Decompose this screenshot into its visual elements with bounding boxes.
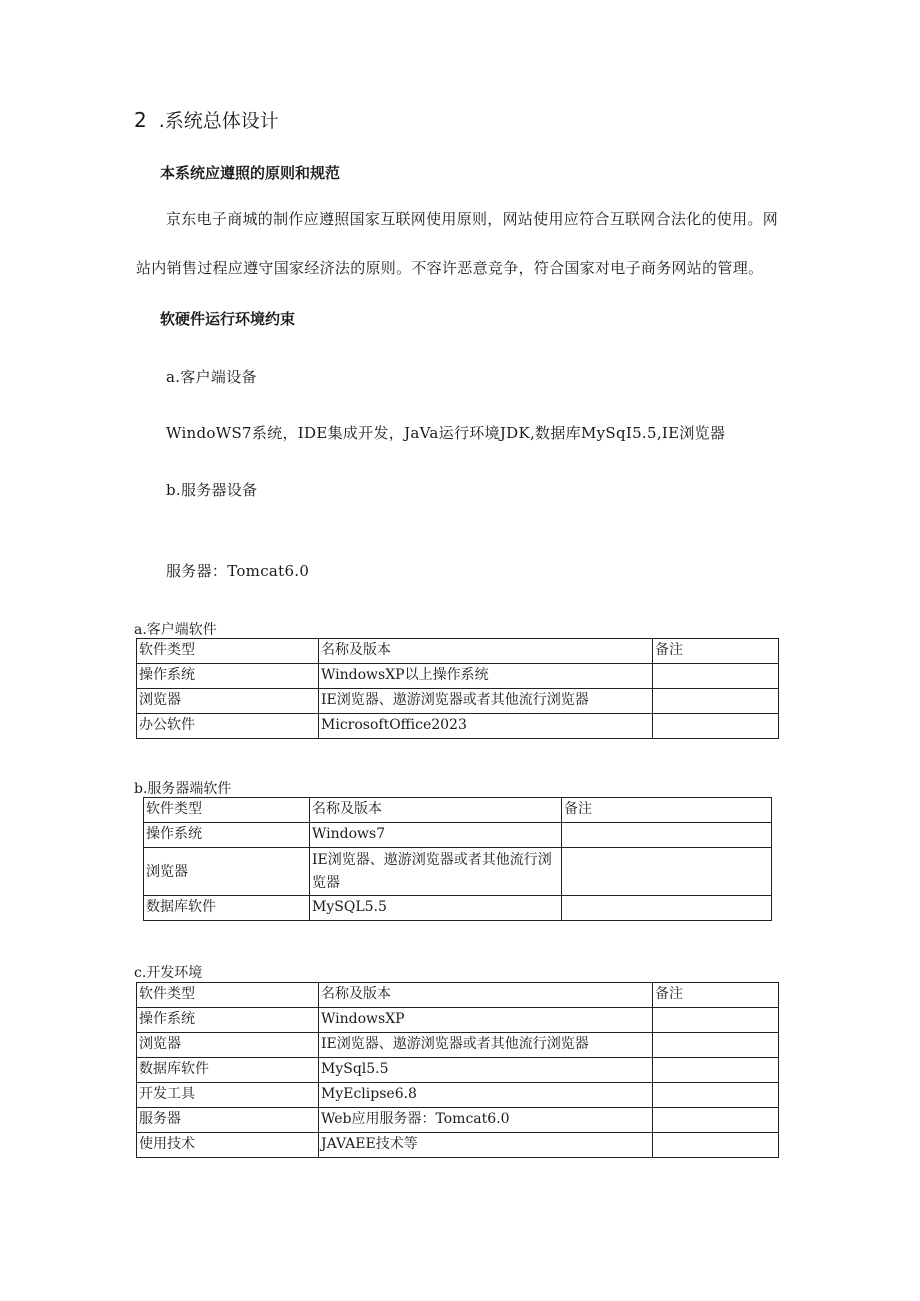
table-cell: MySql5.5 — [319, 1058, 653, 1083]
table-cell — [653, 689, 779, 714]
section-number: 2 — [134, 108, 147, 132]
table-cell: MicrosoftOffice2023 — [319, 714, 653, 739]
dev-environment-table — [136, 982, 779, 1158]
table-row — [137, 1083, 779, 1108]
table-cell: 浏览器 — [144, 848, 310, 896]
header-cell: 名称及版本 — [310, 798, 562, 823]
section-title: .系统总体设计 — [158, 110, 279, 132]
table-cell: MyEclipse6.8 — [319, 1083, 653, 1108]
table-cell — [653, 1108, 779, 1133]
table-cell — [653, 1083, 779, 1108]
header-cell: 备注 — [653, 639, 779, 664]
table-cell: JAVAEE技术等 — [319, 1133, 653, 1158]
table-row — [144, 848, 772, 896]
table-row — [137, 689, 779, 714]
section-heading — [134, 106, 279, 133]
environment-heading: 软硬件运行环境约束 — [160, 310, 296, 328]
table-cell — [562, 823, 772, 848]
table-cell: 服务器 — [137, 1108, 319, 1133]
table-cell: IE浏览器、遨游浏览器或者其他流行浏览器 — [319, 689, 653, 714]
table-cell: Windows7 — [310, 823, 562, 848]
client-software-table — [136, 638, 779, 739]
table-cell — [653, 1033, 779, 1058]
table-cell — [653, 664, 779, 689]
header-cell: 名称及版本 — [319, 639, 653, 664]
table-cell — [653, 1133, 779, 1158]
table-cell: WindowsXP以上操作系统 — [319, 664, 653, 689]
principles-heading: 本系统应遵照的原则和规范 — [160, 164, 341, 182]
table-row — [137, 1058, 779, 1083]
table-row — [144, 823, 772, 848]
table-cell — [653, 714, 779, 739]
table-cell: 操作系统 — [137, 664, 319, 689]
server-software-caption: b.服务器端软件 — [134, 781, 232, 797]
table-row — [137, 1033, 779, 1058]
table-header-row — [144, 798, 772, 823]
client-device-text: WindoWS7系统，IDE集成开发，JaVa运行环境JDK,数据库MySqI5.5,IE浏览器 — [166, 424, 726, 442]
table-cell: IE浏览器、遨游浏览器或者其他流行浏览器 — [310, 848, 562, 896]
table-row — [144, 896, 772, 921]
table-cell: 操作系统 — [144, 823, 310, 848]
server-software-table — [143, 797, 772, 921]
table-cell: 办公软件 — [137, 714, 319, 739]
client-device-label: a.客户端设备 — [166, 368, 257, 386]
table-cell: 使用技术 — [137, 1133, 319, 1158]
table-cell: 浏览器 — [137, 689, 319, 714]
table-header-row — [137, 639, 779, 664]
header-cell: 软件类型 — [137, 639, 319, 664]
table-cell — [562, 848, 772, 896]
client-software-caption: a.客户端软件 — [134, 622, 217, 638]
table-cell: IE浏览器、遨游浏览器或者其他流行浏览器 — [319, 1033, 653, 1058]
table-cell — [653, 1008, 779, 1033]
table-cell: 操作系统 — [137, 1008, 319, 1033]
server-device-text: 服务器：Tomcat6.0 — [166, 562, 310, 580]
table-cell — [653, 1058, 779, 1083]
table-row — [137, 1008, 779, 1033]
server-device-label: b.服务器设备 — [166, 481, 258, 499]
principles-paragraph-line2: 站内销售过程应遵守国家经济法的原则。不容许恶意竞争，符合国家对电子商务网站的管理。 — [136, 259, 764, 277]
table-cell — [562, 896, 772, 921]
table-header-row — [137, 983, 779, 1008]
dev-environment-caption: c.开发环境 — [134, 965, 203, 981]
table-cell: Web应用服务器：Tomcat6.0 — [319, 1108, 653, 1133]
table-cell: 浏览器 — [137, 1033, 319, 1058]
header-cell: 软件类型 — [144, 798, 310, 823]
table-cell: 开发工具 — [137, 1083, 319, 1108]
table-cell: 数据库软件 — [137, 1058, 319, 1083]
header-cell: 备注 — [562, 798, 772, 823]
table-cell: WindowsXP — [319, 1008, 653, 1033]
table-row — [137, 714, 779, 739]
table-cell: 数据库软件 — [144, 896, 310, 921]
principles-paragraph-line1: 京东电子商城的制作应遵照国家互联网使用原则，网站使用应符合互联网合法化的使用。网 — [166, 210, 779, 228]
header-cell: 名称及版本 — [319, 983, 653, 1008]
table-row — [137, 664, 779, 689]
header-cell: 备注 — [653, 983, 779, 1008]
table-row — [137, 1108, 779, 1133]
table-row — [137, 1133, 779, 1158]
table-cell: MySQL5.5 — [310, 896, 562, 921]
header-cell: 软件类型 — [137, 983, 319, 1008]
